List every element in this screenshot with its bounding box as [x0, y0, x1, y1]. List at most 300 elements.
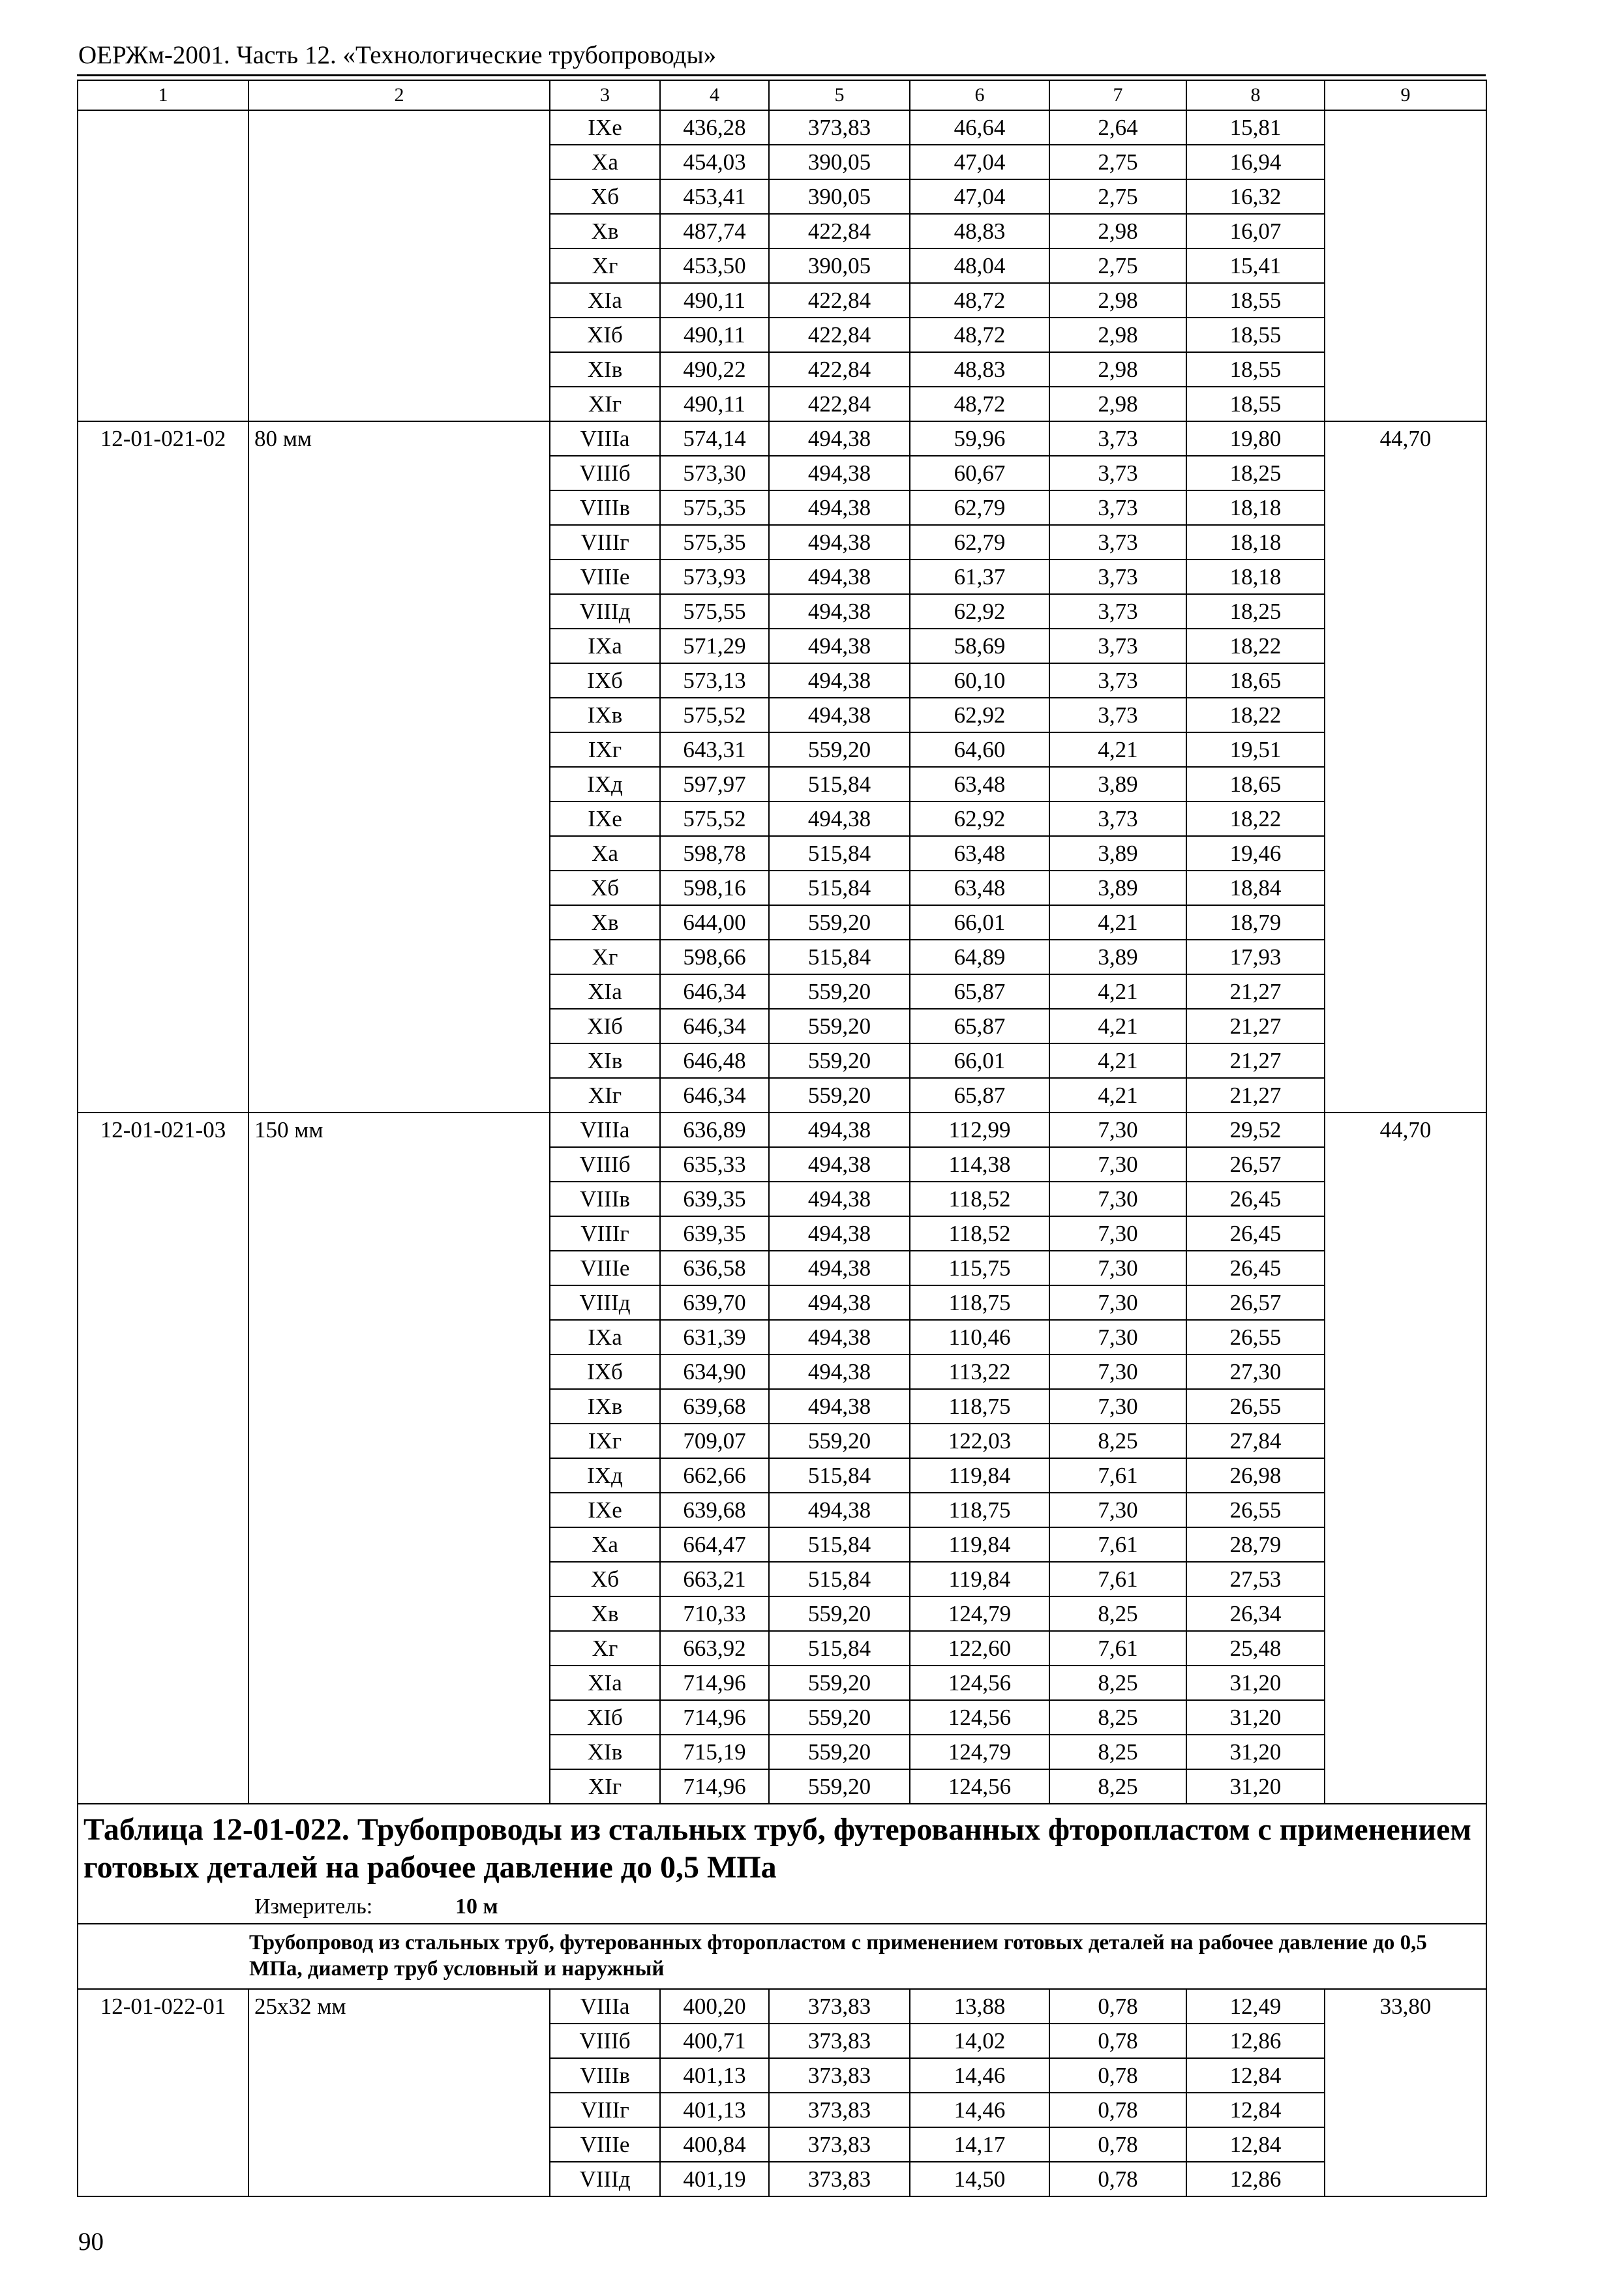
- total-cost: 453,50: [660, 248, 769, 283]
- rate-description: 150 мм: [248, 1113, 550, 1804]
- meter-label: Измеритель:: [254, 1894, 373, 1919]
- total-cost: 598,78: [660, 836, 769, 871]
- operator-wage: 3,73: [1049, 560, 1186, 594]
- machine-cost: 46,64: [910, 110, 1049, 145]
- materials-cost: 18,84: [1186, 871, 1325, 905]
- rate-class: XIб: [550, 1009, 660, 1043]
- labor-cost: 515,84: [769, 1458, 910, 1493]
- table-title-cell: [78, 1804, 1486, 1924]
- materials-cost: 26,57: [1186, 1285, 1325, 1320]
- rate-class: XIв: [550, 352, 660, 387]
- column-number: 1: [78, 80, 248, 110]
- labor-cost: 494,38: [769, 1182, 910, 1216]
- column-number: 6: [910, 80, 1049, 110]
- materials-cost: 31,20: [1186, 1769, 1325, 1804]
- operator-wage: 7,30: [1049, 1251, 1186, 1285]
- materials-cost: 31,20: [1186, 1700, 1325, 1735]
- operator-wage: 7,30: [1049, 1285, 1186, 1320]
- machine-cost: 58,69: [910, 629, 1049, 663]
- total-cost: 490,11: [660, 283, 769, 318]
- operator-wage: 7,61: [1049, 1562, 1186, 1596]
- labor-cost: 515,84: [769, 767, 910, 801]
- rate-class: VIIIг: [550, 525, 660, 560]
- operator-wage: 3,73: [1049, 490, 1186, 525]
- rate-class: IXд: [550, 1458, 660, 1493]
- machine-cost: 48,83: [910, 214, 1049, 248]
- labor-cost: 494,38: [769, 1147, 910, 1182]
- total-cost: 573,93: [660, 560, 769, 594]
- total-cost: 714,96: [660, 1769, 769, 1804]
- operator-wage: 8,25: [1049, 1424, 1186, 1458]
- labor-cost: 373,83: [769, 2058, 910, 2093]
- total-cost: 636,58: [660, 1251, 769, 1285]
- operator-wage: 7,30: [1049, 1389, 1186, 1424]
- rate-description: 25х32 мм: [248, 1989, 550, 2196]
- machine-cost: 124,56: [910, 1769, 1049, 1804]
- rate-class: VIIIe: [550, 2127, 660, 2162]
- rate-class: VIIIe: [550, 560, 660, 594]
- materials-cost: 18,22: [1186, 629, 1325, 663]
- rate-class: XIв: [550, 1735, 660, 1769]
- total-cost: 490,11: [660, 387, 769, 421]
- labor-cost: 494,38: [769, 1354, 910, 1389]
- operator-wage: 4,21: [1049, 974, 1186, 1009]
- labor-hours: 44,70: [1325, 421, 1486, 1113]
- machine-cost: 63,48: [910, 871, 1049, 905]
- rate-class: VIIIб: [550, 1147, 660, 1182]
- labor-cost: 422,84: [769, 283, 910, 318]
- materials-cost: 26,57: [1186, 1147, 1325, 1182]
- total-cost: 400,84: [660, 2127, 769, 2162]
- machine-cost: 119,84: [910, 1562, 1049, 1596]
- materials-cost: 26,55: [1186, 1493, 1325, 1527]
- machine-cost: 14,46: [910, 2058, 1049, 2093]
- machine-cost: 66,01: [910, 905, 1049, 940]
- rate-class: Xг: [550, 248, 660, 283]
- operator-wage: 3,73: [1049, 801, 1186, 836]
- materials-cost: 18,65: [1186, 767, 1325, 801]
- operator-wage: 2,64: [1049, 110, 1186, 145]
- rate-class: VIIIв: [550, 2058, 660, 2093]
- operator-wage: 7,30: [1049, 1113, 1186, 1147]
- rate-class: IXe: [550, 1493, 660, 1527]
- total-cost: 400,71: [660, 2024, 769, 2058]
- machine-cost: 124,79: [910, 1596, 1049, 1631]
- operator-wage: 4,21: [1049, 1009, 1186, 1043]
- total-cost: 662,66: [660, 1458, 769, 1493]
- operator-wage: 7,30: [1049, 1147, 1186, 1182]
- operator-wage: 2,98: [1049, 214, 1186, 248]
- total-cost: 634,90: [660, 1354, 769, 1389]
- total-cost: 574,14: [660, 421, 769, 456]
- column-number: 8: [1186, 80, 1325, 110]
- rate-class: VIIIб: [550, 2024, 660, 2058]
- rate-class: IXв: [550, 1389, 660, 1424]
- total-cost: 631,39: [660, 1320, 769, 1354]
- machine-cost: 13,88: [910, 1989, 1049, 2024]
- machine-cost: 115,75: [910, 1251, 1049, 1285]
- machine-cost: 48,04: [910, 248, 1049, 283]
- rate-class: XIг: [550, 1078, 660, 1113]
- total-cost: 436,28: [660, 110, 769, 145]
- machine-cost: 62,92: [910, 698, 1049, 732]
- machine-cost: 119,84: [910, 1458, 1049, 1493]
- materials-cost: 12,86: [1186, 2024, 1325, 2058]
- operator-wage: 2,98: [1049, 387, 1186, 421]
- rate-class: VIIIг: [550, 2093, 660, 2127]
- labor-cost: 494,38: [769, 1320, 910, 1354]
- labor-hours: 33,80: [1325, 1989, 1486, 2196]
- total-cost: 635,33: [660, 1147, 769, 1182]
- total-cost: 598,16: [660, 871, 769, 905]
- labor-cost: 494,38: [769, 456, 910, 490]
- machine-cost: 14,02: [910, 2024, 1049, 2058]
- machine-cost: 112,99: [910, 1113, 1049, 1147]
- labor-cost: 494,38: [769, 421, 910, 456]
- materials-cost: 19,51: [1186, 732, 1325, 767]
- materials-cost: 25,48: [1186, 1631, 1325, 1666]
- machine-cost: 62,79: [910, 490, 1049, 525]
- materials-cost: 21,27: [1186, 1043, 1325, 1078]
- labor-cost: 559,20: [769, 1769, 910, 1804]
- rate-description: 80 мм: [248, 421, 550, 1113]
- machine-cost: 118,52: [910, 1182, 1049, 1216]
- materials-cost: 18,25: [1186, 456, 1325, 490]
- total-cost: 663,21: [660, 1562, 769, 1596]
- materials-cost: 27,84: [1186, 1424, 1325, 1458]
- machine-cost: 122,03: [910, 1424, 1049, 1458]
- labor-cost: 494,38: [769, 1493, 910, 1527]
- rate-description: [248, 110, 550, 421]
- operator-wage: 8,25: [1049, 1596, 1186, 1631]
- materials-cost: 15,41: [1186, 248, 1325, 283]
- machine-cost: 48,72: [910, 318, 1049, 352]
- machine-cost: 118,75: [910, 1389, 1049, 1424]
- labor-cost: 559,20: [769, 1078, 910, 1113]
- materials-cost: 26,98: [1186, 1458, 1325, 1493]
- total-cost: 490,22: [660, 352, 769, 387]
- rate-class: VIIIa: [550, 421, 660, 456]
- materials-cost: 19,46: [1186, 836, 1325, 871]
- total-cost: 644,00: [660, 905, 769, 940]
- rate-class: Xг: [550, 940, 660, 974]
- rate-class: VIIIд: [550, 1285, 660, 1320]
- total-cost: 575,55: [660, 594, 769, 629]
- machine-cost: 118,75: [910, 1493, 1049, 1527]
- operator-wage: 2,98: [1049, 318, 1186, 352]
- labor-hours: [1325, 110, 1486, 421]
- materials-cost: 28,79: [1186, 1527, 1325, 1562]
- rate-code: 12-01-021-03: [78, 1113, 248, 1804]
- machine-cost: 66,01: [910, 1043, 1049, 1078]
- rate-class: Xв: [550, 1596, 660, 1631]
- materials-cost: 27,30: [1186, 1354, 1325, 1389]
- materials-cost: 18,65: [1186, 663, 1325, 698]
- machine-cost: 64,60: [910, 732, 1049, 767]
- labor-cost: 422,84: [769, 387, 910, 421]
- labor-cost: 559,20: [769, 905, 910, 940]
- operator-wage: 7,30: [1049, 1216, 1186, 1251]
- total-cost: 714,96: [660, 1666, 769, 1700]
- total-cost: 639,68: [660, 1493, 769, 1527]
- materials-cost: 18,55: [1186, 318, 1325, 352]
- machine-cost: 124,56: [910, 1700, 1049, 1735]
- labor-cost: 559,20: [769, 1424, 910, 1458]
- operator-wage: 2,75: [1049, 145, 1186, 179]
- total-cost: 714,96: [660, 1700, 769, 1735]
- total-cost: 663,92: [660, 1631, 769, 1666]
- materials-cost: 18,55: [1186, 352, 1325, 387]
- operator-wage: 2,98: [1049, 283, 1186, 318]
- machine-cost: 60,67: [910, 456, 1049, 490]
- materials-cost: 26,45: [1186, 1182, 1325, 1216]
- rate-class: VIIIд: [550, 594, 660, 629]
- rate-class: XIб: [550, 318, 660, 352]
- total-cost: 710,33: [660, 1596, 769, 1631]
- labor-hours: 44,70: [1325, 1113, 1486, 1804]
- page-number: 90: [78, 2228, 104, 2256]
- column-number: 3: [550, 80, 660, 110]
- machine-cost: 63,48: [910, 767, 1049, 801]
- materials-cost: 16,94: [1186, 145, 1325, 179]
- operator-wage: 4,21: [1049, 905, 1186, 940]
- machine-cost: 48,72: [910, 387, 1049, 421]
- rate-class: VIIIб: [550, 456, 660, 490]
- total-cost: 487,74: [660, 214, 769, 248]
- labor-cost: 494,38: [769, 663, 910, 698]
- rate-class: XIa: [550, 1666, 660, 1700]
- rate-class: XIa: [550, 283, 660, 318]
- operator-wage: 3,73: [1049, 456, 1186, 490]
- total-cost: 401,13: [660, 2093, 769, 2127]
- materials-cost: 21,27: [1186, 1078, 1325, 1113]
- total-cost: 646,48: [660, 1043, 769, 1078]
- rate-class: IXб: [550, 1354, 660, 1389]
- rate-code: 12-01-022-01: [78, 1989, 248, 2196]
- total-cost: 453,41: [660, 179, 769, 214]
- labor-cost: 494,38: [769, 1251, 910, 1285]
- operator-wage: 0,78: [1049, 2127, 1186, 2162]
- materials-cost: 18,55: [1186, 283, 1325, 318]
- machine-cost: 124,79: [910, 1735, 1049, 1769]
- total-cost: 490,11: [660, 318, 769, 352]
- rate-class: Xв: [550, 214, 660, 248]
- total-cost: 639,68: [660, 1389, 769, 1424]
- rate-class: Xг: [550, 1631, 660, 1666]
- total-cost: 400,20: [660, 1989, 769, 2024]
- labor-cost: 373,83: [769, 1989, 910, 2024]
- machine-cost: 65,87: [910, 1009, 1049, 1043]
- machine-cost: 47,04: [910, 145, 1049, 179]
- total-cost: 573,13: [660, 663, 769, 698]
- machine-cost: 14,46: [910, 2093, 1049, 2127]
- labor-cost: 422,84: [769, 318, 910, 352]
- operator-wage: 2,98: [1049, 352, 1186, 387]
- labor-cost: 515,84: [769, 836, 910, 871]
- operator-wage: 3,73: [1049, 525, 1186, 560]
- operator-wage: 0,78: [1049, 2162, 1186, 2196]
- total-cost: 575,35: [660, 490, 769, 525]
- materials-cost: 26,45: [1186, 1251, 1325, 1285]
- table-title: Таблица 12-01-022. Трубопроводы из стальных труб, футерованных фторопластом с применением готовых деталей на рабочее давление до 0,5 МПа: [83, 1812, 1471, 1885]
- machine-cost: 65,87: [910, 1078, 1049, 1113]
- operator-wage: 2,75: [1049, 248, 1186, 283]
- total-cost: 709,07: [660, 1424, 769, 1458]
- total-cost: 575,52: [660, 801, 769, 836]
- column-number-row: [78, 80, 1486, 110]
- rate-class: Xв: [550, 905, 660, 940]
- operator-wage: 7,61: [1049, 1458, 1186, 1493]
- labor-cost: 515,84: [769, 1527, 910, 1562]
- materials-cost: 29,52: [1186, 1113, 1325, 1147]
- materials-cost: 18,79: [1186, 905, 1325, 940]
- rate-code: [78, 110, 248, 421]
- machine-cost: 14,17: [910, 2127, 1049, 2162]
- rate-class: VIIIв: [550, 1182, 660, 1216]
- operator-wage: 4,21: [1049, 1078, 1186, 1113]
- rate-class: Xa: [550, 145, 660, 179]
- table-row: [78, 110, 1486, 145]
- total-cost: 646,34: [660, 974, 769, 1009]
- total-cost: 646,34: [660, 1078, 769, 1113]
- rate-class: VIIIд: [550, 2162, 660, 2196]
- labor-cost: 494,38: [769, 560, 910, 594]
- table-subtitle-row: [78, 1924, 1486, 1989]
- materials-cost: 18,22: [1186, 698, 1325, 732]
- rate-class: Xб: [550, 871, 660, 905]
- machine-cost: 64,89: [910, 940, 1049, 974]
- machine-cost: 118,75: [910, 1285, 1049, 1320]
- column-number: 7: [1049, 80, 1186, 110]
- total-cost: 597,97: [660, 767, 769, 801]
- materials-cost: 18,25: [1186, 594, 1325, 629]
- materials-cost: 12,84: [1186, 2058, 1325, 2093]
- materials-cost: 18,18: [1186, 525, 1325, 560]
- operator-wage: 8,25: [1049, 1769, 1186, 1804]
- column-number: 5: [769, 80, 910, 110]
- total-cost: 598,66: [660, 940, 769, 974]
- labor-cost: 494,38: [769, 1389, 910, 1424]
- operator-wage: 4,21: [1049, 732, 1186, 767]
- machine-cost: 124,56: [910, 1666, 1049, 1700]
- machine-cost: 62,79: [910, 525, 1049, 560]
- rate-class: Xб: [550, 1562, 660, 1596]
- rate-class: IXa: [550, 629, 660, 663]
- operator-wage: 3,89: [1049, 871, 1186, 905]
- materials-cost: 16,07: [1186, 214, 1325, 248]
- labor-cost: 373,83: [769, 2127, 910, 2162]
- machine-cost: 59,96: [910, 421, 1049, 456]
- rate-class: IXд: [550, 767, 660, 801]
- materials-cost: 21,27: [1186, 974, 1325, 1009]
- operator-wage: 8,25: [1049, 1700, 1186, 1735]
- machine-cost: 119,84: [910, 1527, 1049, 1562]
- materials-cost: 26,55: [1186, 1389, 1325, 1424]
- materials-cost: 31,20: [1186, 1735, 1325, 1769]
- rate-class: XIг: [550, 1769, 660, 1804]
- labor-cost: 373,83: [769, 2162, 910, 2196]
- machine-cost: 61,37: [910, 560, 1049, 594]
- rate-class: IXe: [550, 801, 660, 836]
- labor-cost: 494,38: [769, 1216, 910, 1251]
- labor-cost: 390,05: [769, 145, 910, 179]
- table-row: [78, 1113, 1486, 1147]
- rate-class: IXг: [550, 732, 660, 767]
- total-cost: 639,35: [660, 1182, 769, 1216]
- operator-wage: 3,89: [1049, 836, 1186, 871]
- materials-cost: 18,55: [1186, 387, 1325, 421]
- machine-cost: 63,48: [910, 836, 1049, 871]
- total-cost: 636,89: [660, 1113, 769, 1147]
- rate-class: Xa: [550, 1527, 660, 1562]
- materials-cost: 17,93: [1186, 940, 1325, 974]
- machine-cost: 62,92: [910, 594, 1049, 629]
- machine-cost: 62,92: [910, 801, 1049, 836]
- materials-cost: 12,49: [1186, 1989, 1325, 2024]
- materials-cost: 19,80: [1186, 421, 1325, 456]
- operator-wage: 0,78: [1049, 2058, 1186, 2093]
- labor-cost: 559,20: [769, 1666, 910, 1700]
- total-cost: 575,52: [660, 698, 769, 732]
- materials-cost: 26,45: [1186, 1216, 1325, 1251]
- rates-table: [77, 80, 1487, 2197]
- machine-cost: 65,87: [910, 974, 1049, 1009]
- total-cost: 639,35: [660, 1216, 769, 1251]
- total-cost: 401,19: [660, 2162, 769, 2196]
- page-header-title: ОЕРЖм-2001. Часть 12. «Технологические трубопроводы»: [78, 41, 717, 69]
- labor-cost: 559,20: [769, 974, 910, 1009]
- labor-cost: 390,05: [769, 179, 910, 214]
- labor-cost: 494,38: [769, 801, 910, 836]
- total-cost: 643,31: [660, 732, 769, 767]
- labor-cost: 559,20: [769, 1596, 910, 1631]
- rate-class: IXв: [550, 698, 660, 732]
- materials-cost: 18,18: [1186, 490, 1325, 525]
- total-cost: 715,19: [660, 1735, 769, 1769]
- total-cost: 454,03: [660, 145, 769, 179]
- operator-wage: 3,73: [1049, 698, 1186, 732]
- machine-cost: 60,10: [910, 663, 1049, 698]
- labor-cost: 515,84: [769, 940, 910, 974]
- operator-wage: 8,25: [1049, 1735, 1186, 1769]
- labor-cost: 494,38: [769, 525, 910, 560]
- rate-class: Xб: [550, 179, 660, 214]
- rate-class: XIг: [550, 387, 660, 421]
- labor-cost: 422,84: [769, 214, 910, 248]
- labor-cost: 559,20: [769, 1043, 910, 1078]
- total-cost: 639,70: [660, 1285, 769, 1320]
- machine-cost: 122,60: [910, 1631, 1049, 1666]
- table-row: [78, 1989, 1486, 2024]
- rate-class: VIIIг: [550, 1216, 660, 1251]
- labor-cost: 373,83: [769, 110, 910, 145]
- total-cost: 573,30: [660, 456, 769, 490]
- operator-wage: 4,21: [1049, 1043, 1186, 1078]
- labor-cost: 494,38: [769, 1285, 910, 1320]
- materials-cost: 16,32: [1186, 179, 1325, 214]
- operator-wage: 7,61: [1049, 1631, 1186, 1666]
- rate-class: VIIIa: [550, 1989, 660, 2024]
- table-subtitle: Трубопровод из стальных труб, футерованных фторопластом с применением готовых деталей на рабочее давление до 0,5 МПа, диаметр труб условный и наружный: [78, 1924, 1486, 1989]
- materials-cost: 12,84: [1186, 2093, 1325, 2127]
- table-row: [78, 421, 1486, 456]
- labor-cost: 515,84: [769, 871, 910, 905]
- labor-cost: 373,83: [769, 2093, 910, 2127]
- materials-cost: 26,34: [1186, 1596, 1325, 1631]
- column-number: 4: [660, 80, 769, 110]
- rate-class: VIIIa: [550, 1113, 660, 1147]
- table-title-row: [78, 1804, 1486, 1924]
